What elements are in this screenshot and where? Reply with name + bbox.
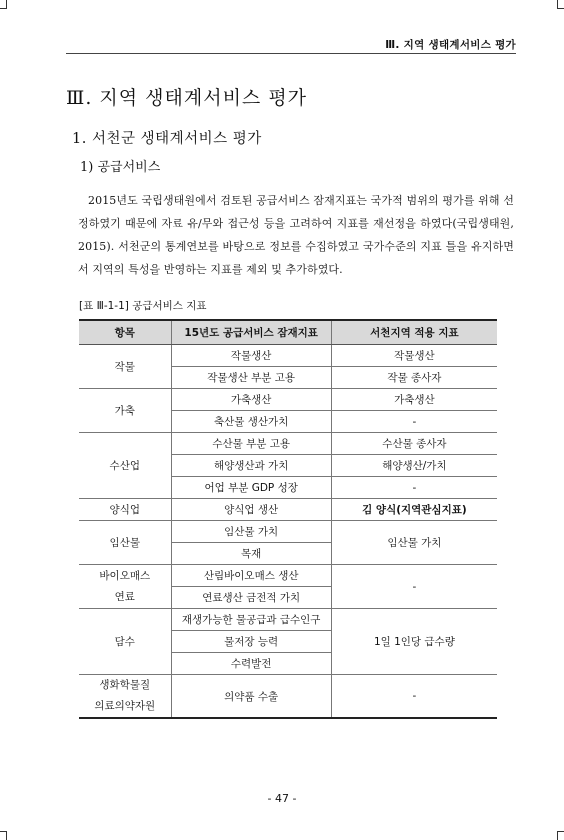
table-caption: [표 Ⅲ-1-1] 공급서비스 지표 [79,300,207,312]
category-cell: 수산업 [79,433,171,499]
local-indicator-cell: 1일 1인당 급수량 [331,609,497,675]
category-cell [79,675,171,719]
crop-mark [557,8,564,9]
table-header-row [79,320,497,345]
potential-indicator-cell: 어업 부분 GDP 성장 [171,477,331,499]
table-row [79,389,497,411]
crop-mark [557,831,558,840]
column-header: 15년도 공급서비스 잠재지표 [171,320,331,345]
potential-indicator-cell: 목재 [171,543,331,565]
potential-indicator-cell: 연료생산 금전적 가치 [171,587,331,609]
potential-indicator-cell: 해양생산과 가치 [171,455,331,477]
category-line: 연료 [114,590,135,603]
subsection-title: 1) 공급서비스 [80,160,161,175]
potential-indicator-cell: 물저장 능력 [171,631,331,653]
potential-indicator-cell: 의약품 수출 [171,675,331,719]
category-cell: 작물 [79,345,171,389]
category-line: 의료의약자원 [94,700,156,712]
table-row [79,521,497,543]
local-indicator-cell: 해양생산/가치 [331,455,497,477]
table-row [79,433,497,455]
chapter-title: Ⅲ. 지역 생태계서비스 평가 [66,87,308,109]
potential-indicator-cell: 양식업 생산 [171,499,331,521]
category-cell: 가축 [79,389,171,433]
local-indicator-cell: - [331,675,497,719]
potential-indicator-cell: 축산물 생산가치 [171,411,331,433]
table-row [79,609,497,631]
potential-indicator-cell: 산림바이오매스 생산 [171,565,331,587]
local-indicator-cell: 가축생산 [331,389,497,411]
page-number: - 47 - [267,792,297,805]
column-header: 항목 [79,320,171,345]
crop-mark [557,831,564,832]
potential-indicator-cell: 수력발전 [171,653,331,675]
category-cell: 양식업 [79,499,171,521]
local-indicator-cell: - [331,477,497,499]
category-cell: 임산물 [79,521,171,565]
table-row [79,565,497,587]
column-header: 서천지역 적용 지표 [331,320,497,345]
supply-service-indicator-table [79,319,497,719]
table-row [79,675,497,719]
category-line: 생화학물질 [99,679,151,691]
local-indicator-cell: - [331,565,497,609]
potential-indicator-cell: 작물생산 [171,345,331,367]
local-indicator-cell: 작물생산 [331,345,497,367]
potential-indicator-cell: 재생가능한 물공급과 급수인구 [171,609,331,631]
local-indicator-cell: 김 양식(지역관심지표) [331,499,497,521]
potential-indicator-cell: 임산물 가치 [171,521,331,543]
local-indicator-cell: 임산물 가치 [331,521,497,565]
potential-indicator-cell: 수산물 부분 고용 [171,433,331,455]
local-indicator-cell: 작물 종사자 [331,367,497,389]
crop-mark [6,831,7,840]
crop-mark [0,8,7,9]
header-rule [66,53,516,54]
table-row [79,345,497,367]
section-title: 1. 서천군 생태계서비스 평가 [72,131,262,147]
body-paragraph: 2015년도 국립생태원에서 검토된 공급서비스 잠재지표는 국가적 범위의 평가를 위해 선정하였기 때문에 자료 유/무와 접근성 등을 고려하여 지표를 재선정을 하였다(국립생태원, 2015). 서천군의 통계연보를 바탕으로 정보를 수집하였고 국가수준의 지표 틀을 유지하면서 지역의 특성을 반영하는 지표를 제외 및 추가하였다. [78,194,514,276]
table-row [79,499,497,521]
category-cell [79,565,171,609]
crop-mark [0,831,7,832]
potential-indicator-cell: 작물생산 부분 고용 [171,367,331,389]
category-cell: 담수 [79,609,171,675]
category-line: 바이오매스 [99,569,151,582]
local-indicator-cell: 수산물 종사자 [331,433,497,455]
running-header: Ⅲ. 지역 생태계서비스 평가 [385,39,516,51]
potential-indicator-cell: 가축생산 [171,389,331,411]
local-indicator-cell: - [331,411,497,433]
